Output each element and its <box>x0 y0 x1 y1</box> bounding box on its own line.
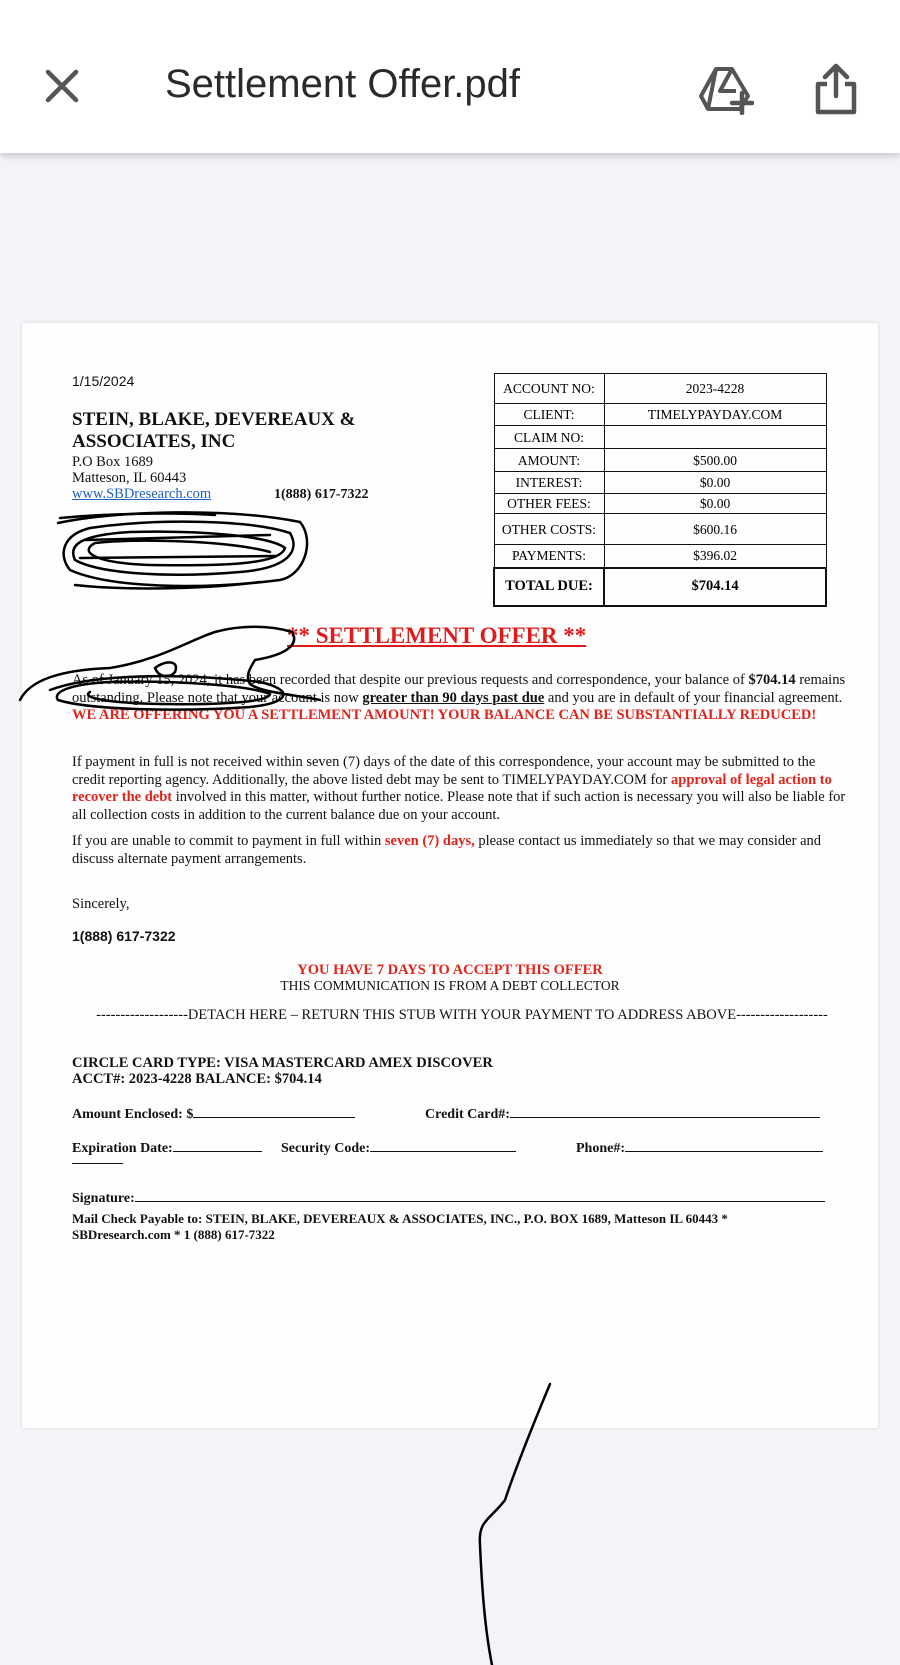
balance-amount: $704.14 <box>748 672 796 688</box>
settlement-notice: WE ARE OFFERING YOU A SETTLEMENT AMOUNT! YOUR BALANCE CAN BE SUBSTANTIALLY REDUCED! <box>72 707 817 723</box>
deadline-text: seven (7) days, <box>384 833 475 849</box>
debt-collector-notice: THIS COMMUNICATION IS FROM A DEBT COLLECTOR <box>280 978 620 993</box>
text: involved in this matter, without further notice. Please note that if such action is necessary you will also be liable for all collection costs in addition to the current balance due on your account. <box>72 789 846 823</box>
account-no-value: 2023-4228 <box>604 374 826 404</box>
phone-field[interactable] <box>576 1139 823 1157</box>
table-row <box>494 426 826 449</box>
amount-enclosed-field[interactable] <box>72 1105 355 1123</box>
table-label: PAYMENTS: <box>494 545 604 568</box>
firm-name: STEIN, BLAKE, DEVEREAUX & ASSOCIATES, INC <box>72 409 356 452</box>
blank-line <box>193 1105 355 1118</box>
other-costs-value: $600.16 <box>604 514 826 545</box>
add-to-drive-icon[interactable] <box>698 63 754 115</box>
letter-date: 1/15/2024 <box>72 373 135 389</box>
table-row <box>494 494 826 514</box>
field-label: Signature: <box>72 1191 135 1206</box>
legal-action-text: approval of legal action to recover the debt <box>72 771 832 805</box>
table-row <box>494 514 826 545</box>
file-title: Settlement Offer.pdf <box>165 62 521 106</box>
table-row <box>494 449 826 472</box>
firm-address <box>72 454 211 502</box>
field-label: Credit Card#: <box>425 1107 510 1122</box>
text: and you are in default of your financial agreement. <box>544 689 843 706</box>
accept-notice: YOU HAVE 7 DAYS TO ACCEPT THIS OFFER <box>297 962 603 978</box>
closing: Sincerely, <box>72 896 130 912</box>
table-label: INTEREST: <box>494 472 604 494</box>
address-line2: Matteson, IL 60443 <box>72 470 187 486</box>
mail-instructions: Mail Check Payable to: STEIN, BLAKE, DEVEREAUX & ASSOCIATES, INC., P.O. BOX 1689, Matteson IL 60443 * SBDresearch.com * 1 (888) 617-7322 <box>72 1211 728 1242</box>
text: please contact us immediately so that we may consider and discuss alternate payment arrangements. <box>72 833 821 867</box>
wrapped-line <box>72 1163 123 1164</box>
field-label: Phone#: <box>576 1141 625 1156</box>
acct-balance: ACCT#: 2023-4228 BALANCE: $704.14 <box>72 1071 322 1087</box>
address-line1: P.O Box 1689 <box>72 454 153 470</box>
pdf-page <box>22 323 878 1428</box>
claim-no-value <box>604 426 826 449</box>
field-label: Expiration Date: <box>72 1141 173 1156</box>
detach-line: -------------------DETACH HERE – RETURN THIS STUB WITH YOUR PAYMENT TO ADDRESS ABOVE------------------- <box>96 1007 828 1023</box>
field-label: Amount Enclosed: $ <box>72 1107 194 1122</box>
other-fees-value: $0.00 <box>604 494 826 514</box>
firm-phone: 1(888) 617-7322 <box>274 487 369 502</box>
paragraph-consequences <box>72 754 847 824</box>
text: remains outstanding. Please note that your account is now <box>72 672 846 706</box>
text: If you are unable to commit to payment in full within <box>72 833 385 849</box>
client-value: TIMELYPAYDAY.COM <box>604 404 826 426</box>
interest-value: $0.00 <box>604 472 826 494</box>
blank-line <box>370 1139 516 1152</box>
text: As of January 15, 2024, it has been recorded that despite our previous requests and correspondence, your balance of <box>72 672 749 688</box>
table-label: OTHER COSTS: <box>494 514 604 545</box>
payments-value: $396.02 <box>604 545 826 568</box>
blank-line <box>510 1105 820 1118</box>
table-row <box>494 545 826 568</box>
signature-field[interactable] <box>72 1189 825 1207</box>
table-label: OTHER FEES: <box>494 494 604 514</box>
expiration-date-field[interactable] <box>72 1139 262 1157</box>
share-icon[interactable] <box>813 62 859 116</box>
table-row <box>494 374 826 404</box>
table-label: TOTAL DUE: <box>494 568 604 606</box>
table-label: AMOUNT: <box>494 449 604 472</box>
amount-value: $500.00 <box>604 449 826 472</box>
past-due-text: greater than 90 days past due <box>362 689 545 706</box>
viewer-toolbar <box>0 0 900 153</box>
card-types: CIRCLE CARD TYPE: VISA MASTERCARD AMEX DISCOVER <box>72 1055 493 1071</box>
account-summary-table <box>493 373 827 607</box>
table-row <box>494 568 826 606</box>
blank-line <box>625 1139 823 1152</box>
credit-card-field[interactable] <box>425 1105 820 1123</box>
table-row <box>494 472 826 494</box>
text: If payment in full is not received within seven (7) days of the date of this correspondence, your account may be submitted to the credit reporting agency. Additionally, the above listed debt may be sent to TIMELYPAYDAY.COM for <box>72 754 816 788</box>
blank-line <box>135 1189 825 1202</box>
close-icon[interactable] <box>42 66 82 106</box>
table-label: CLAIM NO: <box>494 426 604 449</box>
card-type-block <box>72 1055 493 1087</box>
paragraph-contact <box>72 833 847 868</box>
table-label: CLIENT: <box>494 404 604 426</box>
closing-phone: 1(888) 617-7322 <box>72 928 176 944</box>
paragraph-balance <box>72 672 847 725</box>
blank-line <box>173 1139 262 1152</box>
total-due-value: $704.14 <box>604 568 826 606</box>
security-code-field[interactable] <box>281 1139 516 1157</box>
table-label: ACCOUNT NO: <box>494 374 604 404</box>
settlement-offer-heading: ** SETTLEMENT OFFER ** <box>287 623 587 648</box>
website-link[interactable]: www.SBDresearch.com <box>72 486 212 502</box>
table-row <box>494 404 826 426</box>
field-label: Security Code: <box>281 1141 371 1156</box>
